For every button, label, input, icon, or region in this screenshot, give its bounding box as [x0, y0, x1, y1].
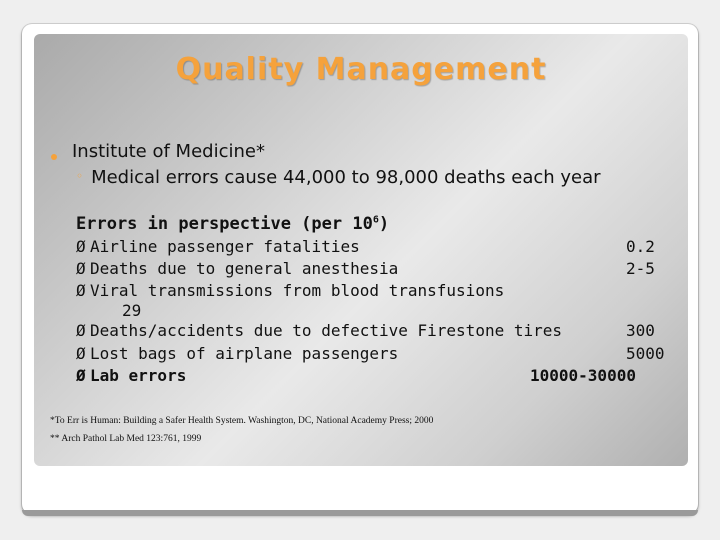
error-row-lab [76, 366, 676, 388]
perspective-label: Errors in perspective (per 10 [76, 214, 373, 234]
error-row-anesthesia [76, 259, 676, 281]
row-label: Deaths/accidents due to defective Firestone tires [90, 321, 563, 340]
error-row-viral [76, 281, 676, 303]
row-value-viral: 29 [122, 301, 142, 320]
error-row-airline [76, 237, 676, 259]
sub-bullet-marker-icon: ◦ [76, 169, 84, 183]
row-value: 10000-30000 [530, 366, 636, 385]
row-label: Lost bags of airplane passengers [90, 344, 399, 363]
row-value: 0.2 [626, 237, 655, 256]
row-label: Lab errors [90, 366, 187, 385]
arrow-bullet-icon: Ø [76, 321, 86, 340]
sub-bullet-medical-errors [76, 167, 601, 188]
arrow-bullet-icon: Ø [76, 366, 86, 385]
footnote-1: *To Err is Human: Building a Safer Health System. Washington, DC, National Academy Press; 2000 [50, 416, 434, 426]
perspective-close: ) [378, 214, 390, 234]
arrow-bullet-icon: Ø [76, 281, 86, 300]
row-label: Deaths due to general anesthesia [90, 259, 399, 278]
arrow-bullet-icon: Ø [76, 259, 86, 278]
slide-bottom-bar [22, 510, 698, 516]
row-label: Viral transmissions from blood transfusions [90, 281, 505, 300]
footnote-2: ** Arch Pathol Lab Med 123:761, 1999 [50, 434, 202, 444]
perspective-exponent: 6 [372, 214, 379, 226]
error-row-lost-bags [76, 344, 676, 366]
arrow-bullet-icon: Ø [76, 344, 86, 363]
slide-title: Quality Management [175, 52, 547, 87]
row-value: 2-5 [626, 259, 655, 278]
bullet-institute: Institute of Medicine* [72, 141, 265, 162]
row-label: Airline passenger fatalities [90, 237, 360, 256]
sub-bullet-text: Medical errors cause 44,000 to 98,000 deaths each year [91, 167, 601, 188]
arrow-bullet-icon: Ø [76, 237, 86, 256]
error-row-firestone [76, 321, 676, 343]
row-value: 300 [626, 321, 655, 340]
perspective-heading [76, 214, 389, 234]
row-value: 5000 [626, 344, 665, 363]
bullet-dot-icon [51, 154, 57, 160]
